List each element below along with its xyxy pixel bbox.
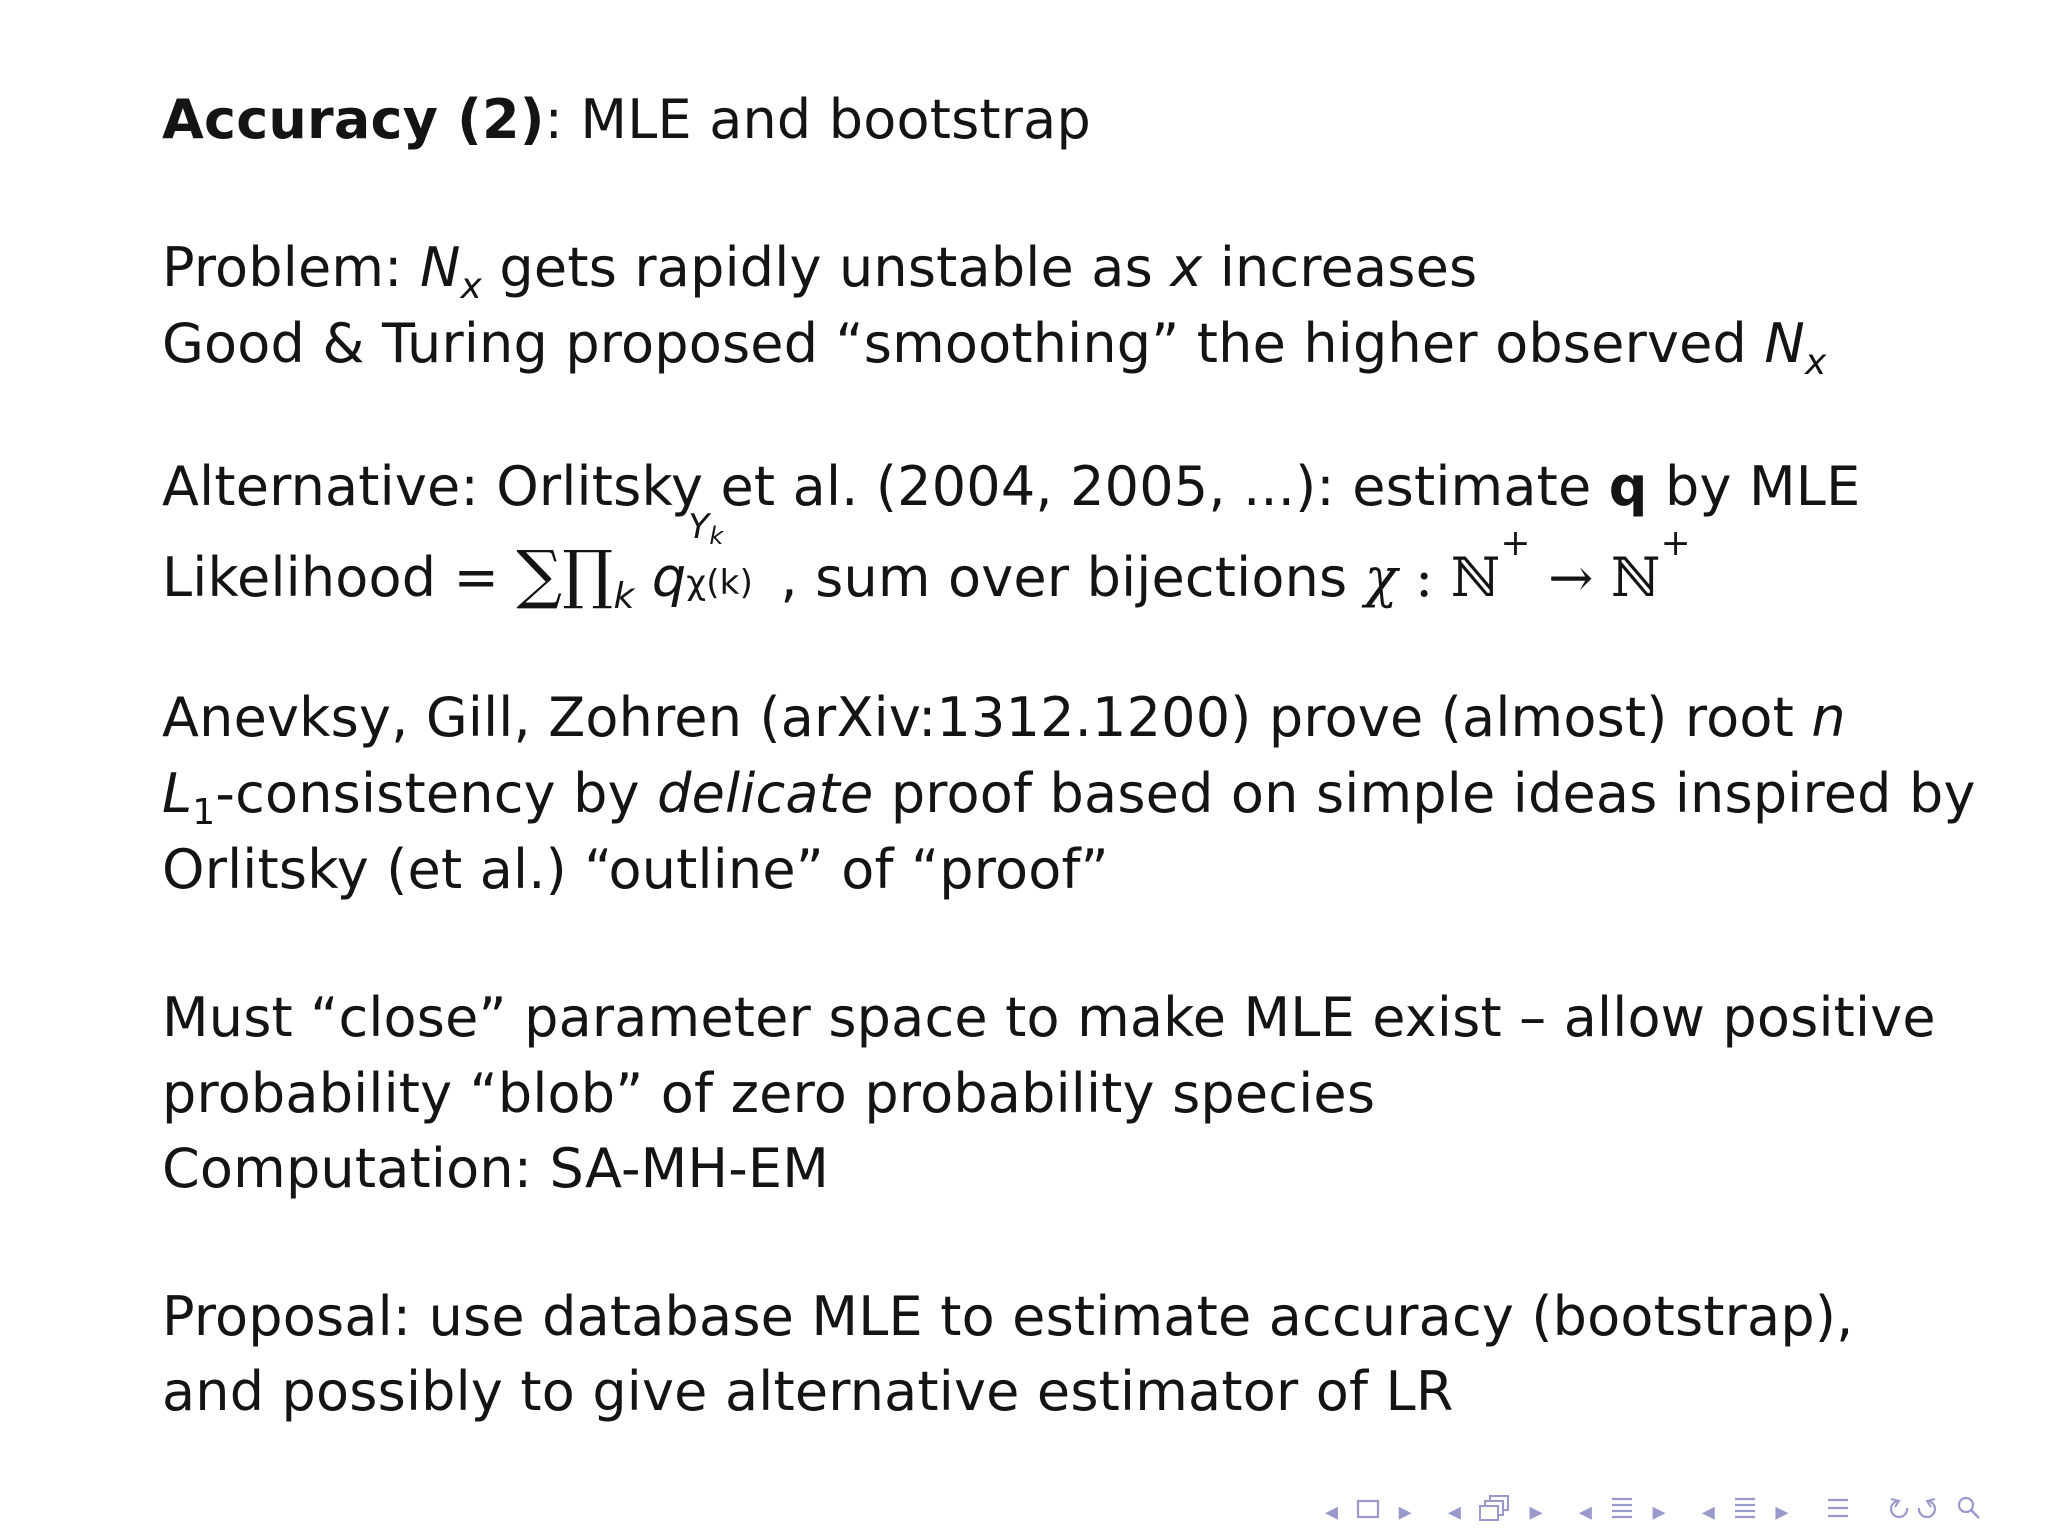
q-sup-y: Y [688, 507, 710, 547]
map-arrow: → ℕ [1530, 546, 1661, 609]
sum-symbol: ∑ [516, 538, 563, 612]
anevksy-line-2 [162, 762, 1976, 833]
good-turing-line [162, 312, 1827, 383]
product-symbol: ∏ [562, 538, 614, 612]
plus-sup-1: + [1500, 523, 1531, 564]
must-line-2: probability “blob” of zero probability species [162, 1062, 1376, 1125]
slide-title-bold: Accuracy (2) [162, 88, 545, 151]
good-turing-var: N [1764, 312, 1806, 375]
problem-x: x [1170, 236, 1203, 299]
align-icon[interactable] [1825, 1495, 1851, 1528]
slide-title [162, 88, 1091, 152]
section-icon[interactable] [1609, 1495, 1635, 1528]
plus-sup-2: + [1660, 523, 1691, 564]
good-turing-text: Good & Turing proposed “smoothing” the higher observed [162, 312, 1765, 375]
beamer-navigation [1325, 1494, 1982, 1530]
q-subscript: χ(k) [686, 563, 754, 603]
arrow-left-icon[interactable]: ◂ [1447, 1496, 1461, 1527]
anevksy-rest: proof based on simple ideas inspired by [873, 762, 1976, 825]
arrow-left-icon[interactable]: ◂ [1578, 1496, 1592, 1527]
subsection-icon[interactable] [1478, 1494, 1512, 1529]
q-scripts [686, 507, 780, 603]
arrow-right-icon[interactable]: ▸ [1652, 1496, 1666, 1527]
anevksy-line-3: Orlitsky (et al.) “outline” of “proof” [162, 838, 1109, 901]
search-icon[interactable] [1956, 1495, 1982, 1528]
l1-var: L [162, 762, 193, 825]
map-domain: : ℕ [1397, 546, 1501, 609]
anevksy-n: n [1811, 686, 1846, 749]
slide-title-rest: : MLE and bootstrap [544, 88, 1091, 151]
alternative-text: Alternative: Orlitsky et al. (2004, 2005, ...): estimate [162, 455, 1609, 518]
alternative-line [162, 455, 1860, 519]
arrow-right-icon[interactable]: ▸ [1398, 1496, 1412, 1527]
undo-icon[interactable] [1887, 1495, 1939, 1528]
product-sub: k [613, 576, 635, 617]
arrow-right-icon[interactable]: ▸ [1529, 1496, 1543, 1527]
likelihood-prefix: Likelihood = [162, 546, 517, 609]
proposal-line-1: Proposal: use database MLE to estimate accuracy (bootstrap), [162, 1285, 1854, 1348]
l1-sub: 1 [192, 792, 216, 833]
anevksy-text: Anevksy, Gill, Zohren (arXiv:1312.1200) prove (almost) root [162, 686, 1812, 749]
proposal-line-2: and possibly to give alternative estimator of LR [162, 1360, 1454, 1423]
arrow-left-icon[interactable]: ◂ [1701, 1496, 1715, 1527]
good-turing-sub: x [1805, 342, 1827, 383]
q-sup-k: k [709, 522, 724, 550]
alternative-suffix: by MLE [1647, 455, 1861, 518]
problem-line [162, 236, 1478, 307]
q-var: q [651, 546, 687, 609]
anevksy-delicate: delicate [657, 762, 874, 825]
arrow-right-icon[interactable]: ▸ [1775, 1496, 1789, 1527]
anevksy-line-1 [162, 686, 1846, 750]
must-line-1: Must “close” parameter space to make MLE exist – allow positive [162, 986, 1936, 1049]
problem-mid: gets rapidly unstable as [482, 236, 1171, 299]
likelihood-line [162, 507, 1691, 617]
problem-prefix: Problem: [162, 236, 420, 299]
anevksy-mid: -consistency by [215, 762, 658, 825]
frame-icon[interactable] [1355, 1497, 1381, 1527]
problem-sub: x [460, 266, 483, 307]
computation-line: Computation: SA-MH-EM [162, 1137, 830, 1200]
problem-var: N [419, 236, 461, 299]
likelihood-suffix: , sum over bijections [780, 546, 1365, 609]
arrow-left-icon[interactable]: ◂ [1325, 1496, 1339, 1527]
q-superscript [688, 507, 724, 550]
problem-suffix: increases [1202, 236, 1478, 299]
presentation-icon[interactable] [1732, 1495, 1758, 1528]
alternative-bold-q: q [1608, 455, 1648, 518]
chi-symbol: χ [1364, 546, 1398, 609]
